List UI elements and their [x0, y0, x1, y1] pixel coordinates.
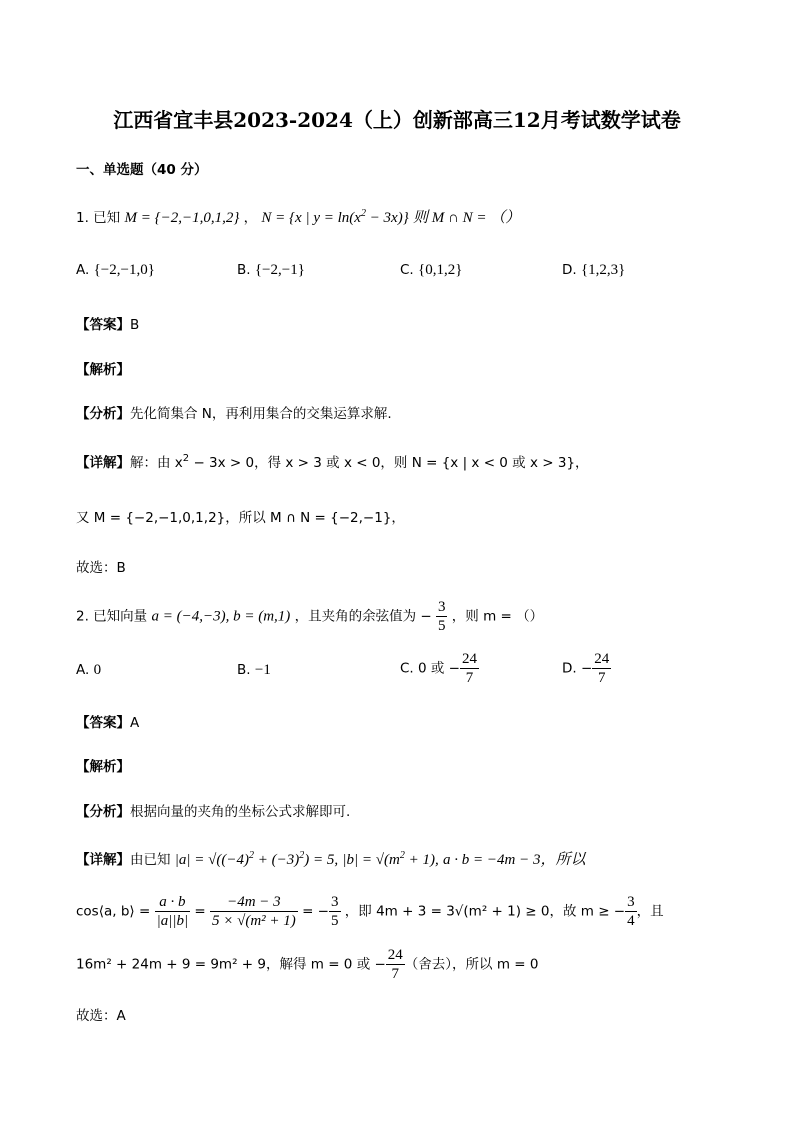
q2-detail-3: 16m² + 24m + 9 = 9m² + 9，解得 m = 0 或 − $\frac{24}{7}$ （舍去），所以 m = 0	[76, 947, 539, 982]
q2-fenxi: 【分析】根据向量的夹角的坐标公式求解即可.	[76, 804, 351, 820]
q2-tail: ，则 m = （）	[451, 608, 544, 625]
q2-analysis-label: 【解析】	[76, 759, 130, 775]
q2-stem	[76, 598, 543, 635]
q2-vectors: a = (−4,−3), b = (m,1)	[151, 608, 291, 625]
q1-fenxi: 【分析】先化简集合 N，再利用集合的交集运算求解.	[76, 406, 392, 422]
q1-prefix: 1. 已知	[76, 210, 121, 226]
section-heading: 一、单选题（40 分）	[76, 162, 208, 178]
page-title: 江西省宜丰县2023-2024（上）创新部高三12月考试数学试卷	[113, 108, 681, 132]
q1-detail-1: 【详解】解：由 $x^2 - 3x > 0$，得 x > 3 或 x < 0，则 N = {x | x < 0 或 x > 3}，	[76, 453, 589, 471]
q1-answer: 【答案】B	[76, 317, 140, 333]
q1-detail-2: 又 M = {−2,−1,0,1,2}，所以 M ∩ N = {−2,−1}，	[76, 510, 405, 526]
q1-stem	[76, 206, 520, 227]
q2-conclusion: 故选：A	[76, 1008, 126, 1024]
q1-analysis-label: 【解析】	[76, 362, 130, 378]
q1-option-c: C. {0,1,2}	[400, 262, 463, 278]
q2-detail-2: cos⟨a, b⟩ = $\frac{a \cdot b}{|a||b|}$ = $\frac{-4m - 3}{\text{5 × √(m² + 1)}}$ = − $\frac{3}{5}$ ，即 4m + 3 = 3√(m² + 1) ≥ 0，故 m ≥ − $\frac{3}{4}$ ，且	[76, 894, 664, 929]
q2-option-d: D. − $\frac{24}{7}$	[562, 651, 610, 686]
q1-tail: 则 M ∩ N = （）	[413, 210, 521, 226]
q2-option-b: B. −1	[237, 662, 271, 678]
q1-conclusion: 故选：B	[76, 560, 126, 576]
q2-answer: 【答案】A	[76, 715, 140, 731]
q2-detail-1: 【详解】由已知 $|a| = √((-4)^2 + (-3)^2) = 5$, $|b| = √(m^2 + 1)$, a · b = −4m − 3，所以	[76, 850, 586, 868]
q1-option-a: A. {−2,−1,0}	[76, 262, 155, 278]
q1-set-m: M = {−2,−1,0,1,2}	[124, 210, 240, 226]
q1-option-b: B. {−2,−1}	[237, 262, 305, 278]
q2-cos-fraction: $\frac{3}{5}$	[437, 599, 446, 634]
q2-cos-text: ，且夹角的余弦值为 −	[294, 608, 432, 625]
q2-prefix: 2. 已知向量	[76, 608, 148, 625]
q1-set-n: N = {x | $y = \ln(x^2 - 3x)$}	[261, 208, 409, 226]
q1-option-d: D. {1,2,3}	[562, 262, 626, 278]
q2-option-c: C. 0 或 − $\frac{24}{7}$	[400, 651, 477, 686]
q2-option-a: A. 0	[76, 662, 102, 678]
q1-sep: ，	[243, 210, 258, 226]
